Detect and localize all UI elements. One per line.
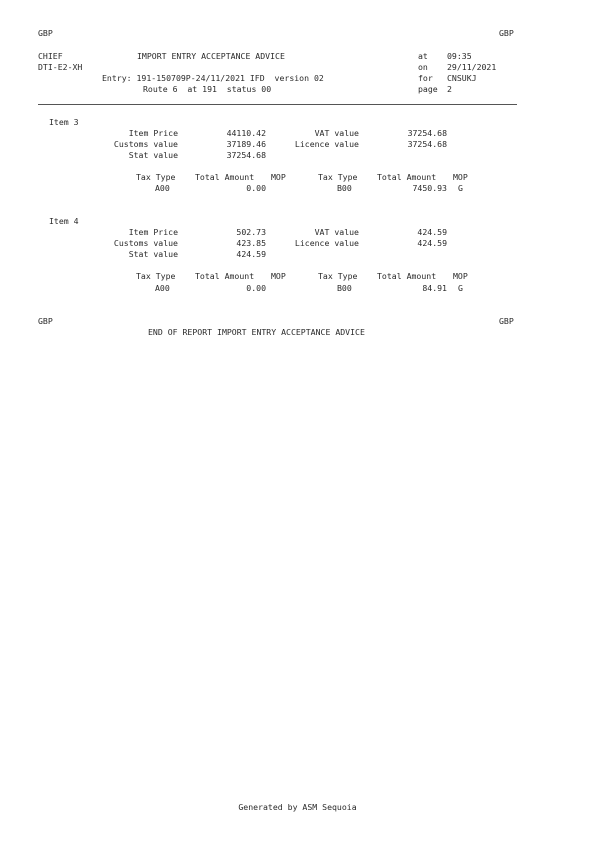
stat-value-label: Stat value bbox=[128, 249, 178, 259]
total-amount-header: Total Amount bbox=[195, 172, 255, 182]
vat-value-label: VAT value bbox=[314, 227, 359, 237]
tax-type-header: Tax Type bbox=[136, 271, 176, 281]
page-label: page bbox=[418, 84, 438, 94]
currency-label-bottom-left: GBP bbox=[38, 316, 53, 326]
customs-value: 423.85 bbox=[236, 238, 266, 248]
end-of-report: END OF REPORT IMPORT ENTRY ACCEPTANCE ADVICE bbox=[148, 327, 365, 337]
generated-by-footer: Generated by ASM Sequoia bbox=[238, 802, 357, 812]
date-label: on bbox=[418, 62, 428, 72]
tax-type-header: Tax Type bbox=[136, 172, 176, 182]
item-title: Item 4 bbox=[49, 216, 79, 226]
tax-mop-value: G bbox=[458, 183, 463, 193]
licence-value: 37254.68 bbox=[407, 139, 447, 149]
header-divider bbox=[38, 104, 517, 105]
item-price-label: Item Price bbox=[128, 227, 178, 237]
entry-line: Entry: 191-150709P-24/11/2021 IFD version 02 bbox=[102, 73, 324, 83]
for-value: CNSUKJ bbox=[447, 73, 477, 83]
report-date: 29/11/2021 bbox=[447, 62, 497, 72]
currency-label-bottom-right: GBP bbox=[499, 316, 514, 326]
tax-type-value: A00 bbox=[155, 183, 170, 193]
licence-value-label: Licence value bbox=[294, 238, 359, 248]
tax-amount-value: 0.00 bbox=[246, 283, 266, 293]
vat-value: 424.59 bbox=[417, 227, 447, 237]
licence-value-label: Licence value bbox=[294, 139, 359, 149]
tax-amount-value: 0.00 bbox=[246, 183, 266, 193]
time-label: at bbox=[418, 51, 428, 61]
item-price-value: 502.73 bbox=[236, 227, 266, 237]
total-amount-header: Total Amount bbox=[377, 172, 437, 182]
customs-value-label: Customs value bbox=[113, 139, 178, 149]
page-number: 2 bbox=[447, 84, 452, 94]
item-price-value: 44110.42 bbox=[226, 128, 266, 138]
customs-value-label: Customs value bbox=[113, 238, 178, 248]
tax-type-header: Tax Type bbox=[318, 172, 358, 182]
vat-value: 37254.68 bbox=[407, 128, 447, 138]
tax-type-value: B00 bbox=[337, 183, 352, 193]
stat-value: 37254.68 bbox=[226, 150, 266, 160]
for-label: for bbox=[418, 73, 433, 83]
vat-value-label: VAT value bbox=[314, 128, 359, 138]
item-title: Item 3 bbox=[49, 117, 79, 127]
system-name: CHIEF bbox=[38, 51, 63, 61]
route-line: Route 6 at 191 status 00 bbox=[143, 84, 272, 94]
tax-mop-value: G bbox=[458, 283, 463, 293]
stat-value: 424.59 bbox=[236, 249, 266, 259]
user-id: DTI-E2-XH bbox=[38, 62, 83, 72]
item-price-label: Item Price bbox=[128, 128, 178, 138]
currency-label-top-right: GBP bbox=[499, 28, 514, 38]
tax-amount-value: 84.91 bbox=[422, 283, 447, 293]
mop-header: MOP bbox=[271, 271, 286, 281]
mop-header: MOP bbox=[271, 172, 286, 182]
mop-header: MOP bbox=[453, 271, 468, 281]
tax-type-value: B00 bbox=[337, 283, 352, 293]
report-title: IMPORT ENTRY ACCEPTANCE ADVICE bbox=[137, 51, 285, 61]
licence-value: 424.59 bbox=[417, 238, 447, 248]
tax-type-value: A00 bbox=[155, 283, 170, 293]
total-amount-header: Total Amount bbox=[377, 271, 437, 281]
customs-value: 37189.46 bbox=[226, 139, 266, 149]
report-time: 09:35 bbox=[447, 51, 472, 61]
stat-value-label: Stat value bbox=[128, 150, 178, 160]
currency-label-top-left: GBP bbox=[38, 28, 53, 38]
mop-header: MOP bbox=[453, 172, 468, 182]
tax-amount-value: 7450.93 bbox=[412, 183, 447, 193]
total-amount-header: Total Amount bbox=[195, 271, 255, 281]
tax-type-header: Tax Type bbox=[318, 271, 358, 281]
